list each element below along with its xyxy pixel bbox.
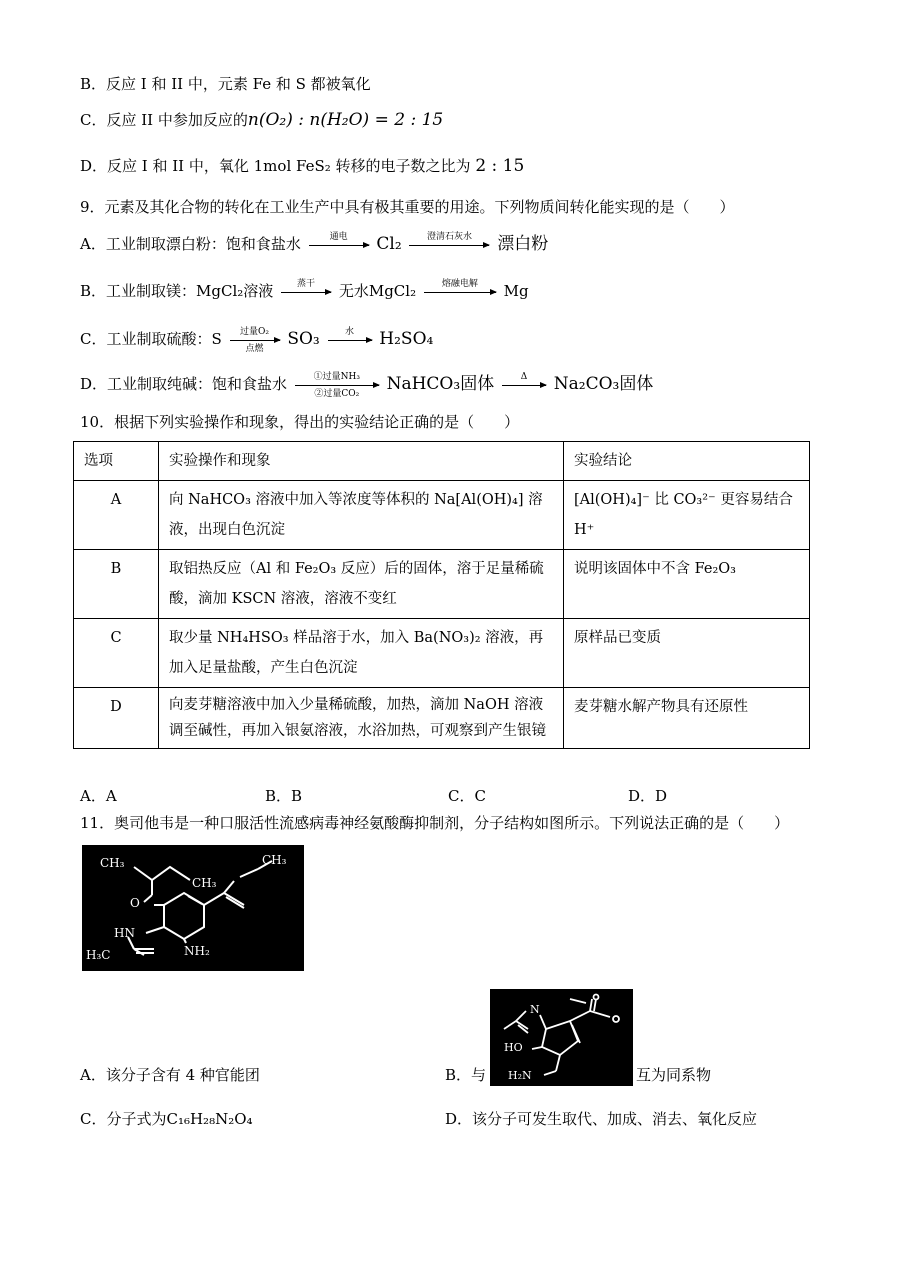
table-header-option: 选项 bbox=[74, 442, 159, 481]
table-header-operation: 实验操作和现象 bbox=[159, 442, 564, 481]
q11-option-b-suffix: 互为同系物 bbox=[636, 1066, 712, 1084]
mol2-h2n: H₂N bbox=[508, 1069, 532, 1082]
row-option: A bbox=[74, 481, 159, 550]
q9-option-c: C．工业制取硫酸：S 过量O₂ 点燃 SO₃ 水 H₂SO₄ bbox=[80, 326, 434, 354]
q8-d-ratio: 2 : 15 bbox=[475, 156, 525, 176]
mol1-ch3-mid: CH₃ bbox=[192, 876, 217, 890]
mol1-ch3-top-left: CH₃ bbox=[100, 856, 125, 870]
arrow-c2: 水 bbox=[328, 340, 372, 341]
mol2-n: N bbox=[530, 1003, 540, 1016]
arrow-a2: 澄清石灰水 bbox=[409, 245, 489, 246]
arrow-c1: 过量O₂ 点燃 bbox=[230, 340, 280, 341]
table-row bbox=[74, 619, 810, 688]
q10-choice-b: B．B bbox=[265, 787, 303, 805]
row-operation: 向 NaHCO₃ 溶液中加入等浓度等体积的 Na[Al(OH)₄] 溶液，出现白色沉淀 bbox=[159, 481, 564, 550]
q8-option-c: C．反应 II 中参加反应的n(O₂) : n(H₂O) = 2 : 15 bbox=[80, 110, 444, 130]
row-conclusion: [Al(OH)₄]⁻ 比 CO₃²⁻ 更容易结合 H⁺ bbox=[564, 481, 810, 550]
row-conclusion: 麦芽糖水解产物具有还原性 bbox=[564, 688, 810, 749]
mol1-o-ether: O bbox=[130, 896, 140, 910]
analog-structure-image bbox=[490, 989, 633, 1086]
table-row bbox=[74, 550, 810, 619]
mol1-ch3-top-right: CH₃ bbox=[262, 853, 287, 867]
arrow-d2: Δ bbox=[502, 385, 546, 386]
row-option: B bbox=[74, 550, 159, 619]
q10-choice-c: C．C bbox=[448, 787, 486, 805]
q9-option-a: A．工业制取漂白粉：饱和食盐水 通电 Cl₂ 澄清石灰水 漂白粉 bbox=[80, 231, 549, 254]
q11-option-d: D．该分子可发生取代、加成、消去、氧化反应 bbox=[445, 1110, 758, 1128]
q10-choice-d: D．D bbox=[628, 787, 668, 805]
arrow-b1: 蒸干 bbox=[281, 292, 331, 293]
q8-option-b: B．反应 I 和 II 中，元素 Fe 和 S 都被氧化 bbox=[80, 75, 371, 93]
mol1-hn: HN bbox=[114, 926, 135, 940]
row-option: D bbox=[74, 688, 159, 749]
arrow-b2: 熔融电解 bbox=[424, 292, 496, 293]
oseltamivir-structure-image bbox=[82, 845, 304, 971]
q8-option-d: D．反应 I 和 II 中，氧化 1mol FeS₂ 转移的电子数之比为 2 : 15 bbox=[80, 156, 525, 176]
q11-option-b-prefix: B．与 bbox=[445, 1066, 487, 1084]
q11-option-a: A．该分子含有 4 种官能团 bbox=[80, 1066, 260, 1084]
q9-option-b: B．工业制取镁：MgCl₂溶液 蒸干 无水MgCl₂ 熔融电解 Mg bbox=[80, 278, 529, 300]
q9-stem: 9．元素及其化合物的转化在工业生产中具有极其重要的用途。下列物质间转化能实现的是（ ） bbox=[80, 198, 735, 216]
row-conclusion: 说明该固体中不含 Fe₂O₃ bbox=[564, 550, 810, 619]
q10-choices bbox=[80, 785, 800, 809]
arrow-d1: ①过量NH₃ ②过量CO₂ bbox=[295, 385, 379, 386]
row-option: C bbox=[74, 619, 159, 688]
row-operation: 取少量 NH₄HSO₃ 样品溶于水，加入 Ba(NO₃)₂ 溶液，再加入足量盐酸，产生白色沉淀 bbox=[159, 619, 564, 688]
q10-choice-a: A．A bbox=[80, 787, 117, 805]
experiment-table bbox=[73, 441, 810, 749]
q8-c-formula: n(O₂) : n(H₂O) = 2 : 15 bbox=[247, 110, 444, 130]
mol1-nh2: NH₂ bbox=[184, 944, 210, 958]
arrow-a1: 通电 bbox=[309, 245, 369, 246]
q10-stem: 10．根据下列实验操作和现象，得出的实验结论正确的是（ ） bbox=[80, 413, 520, 431]
table-header-row bbox=[74, 442, 810, 481]
table-row bbox=[74, 688, 810, 749]
mol1-h3c: H₃C bbox=[86, 948, 111, 962]
row-operation: 向麦芽糖溶液中加入少量稀硫酸，加热，滴加 NaOH 溶液调至碱性，再加入银氨溶液，水浴加热，可观察到产生银镜 bbox=[159, 688, 564, 749]
row-conclusion: 原样品已变质 bbox=[564, 619, 810, 688]
q9-option-d: D．工业制取纯碱：饱和食盐水 ①过量NH₃ ②过量CO₂ NaHCO₃固体 Δ Na₂CO₃固体 bbox=[80, 371, 654, 399]
table-row bbox=[74, 481, 810, 550]
table-header-conclusion: 实验结论 bbox=[564, 442, 810, 481]
q11-option-c: C．分子式为C₁₆H₂₈N₂O₄ bbox=[80, 1110, 253, 1128]
row-operation: 取铝热反应（Al 和 Fe₂O₃ 反应）后的固体，溶于足量稀硫酸，滴加 KSCN 溶液，溶液不变红 bbox=[159, 550, 564, 619]
q11-stem: 11．奥司他韦是一种口服活性流感病毒神经氨酸酶抑制剂，分子结构如图所示。下列说法正确的是（ ） bbox=[80, 814, 790, 832]
mol2-ho: HO bbox=[504, 1041, 523, 1054]
